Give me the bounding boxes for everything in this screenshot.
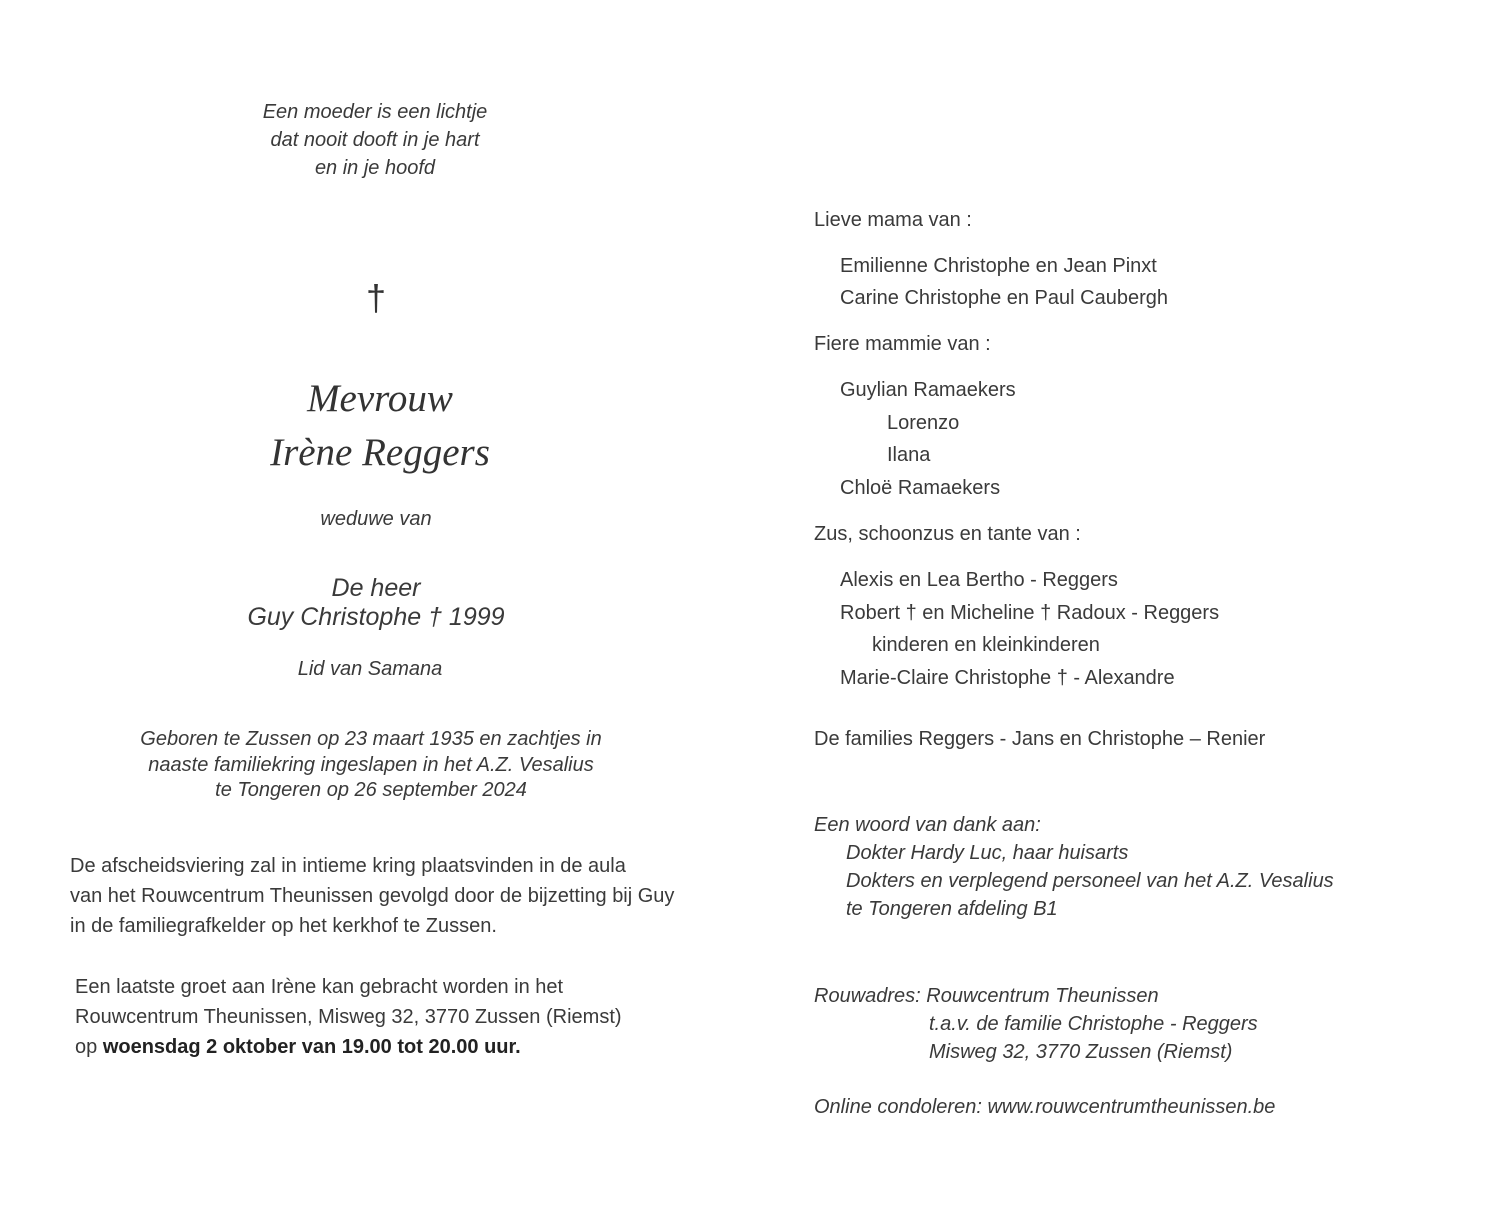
sibling-name: Alexis en Lea Bertho - Reggers [840, 569, 1118, 591]
thanks-line: Dokter Hardy Luc, haar huisarts [846, 842, 1129, 864]
sibling-descendants: kinderen en kleinkinderen [872, 634, 1100, 656]
address-label: Rouwadres: [814, 985, 927, 1007]
grandma-heading: Fiere mammie van : [814, 333, 991, 355]
visitation-line: Rouwcentrum Theunissen, Misweg 32, 3770 Zussen (Riemst) [75, 1006, 622, 1028]
address-first-line [814, 982, 1159, 1010]
visitation-prefix: op [75, 1036, 103, 1058]
visitation-line: Een laatste groet aan Irène kan gebracht worden in het [75, 976, 564, 998]
address-line: Rouwcentrum Theunissen [926, 985, 1159, 1007]
cross-icon: † [365, 277, 387, 318]
birth-death-line: te Tongeren op 26 september 2024 [215, 779, 527, 801]
visitation-datetime: woensdag 2 oktober van 19.00 tot 20.00 uur. [102, 1036, 521, 1058]
birth-death-line: Geboren te Zussen op 23 maart 1935 en zachtjes in [140, 728, 602, 750]
sister-heading: Zus, schoonzus en tante van : [814, 523, 1081, 545]
visitation-info [75, 972, 622, 1062]
grandchild-name: Chloë Ramaekers [840, 477, 1001, 499]
membership: Lid van Samana [297, 658, 443, 680]
grandchild-name: Guylian Ramaekers [840, 379, 1016, 401]
great-grandchild-name: Ilana [887, 444, 931, 466]
spouse-block [150, 574, 602, 632]
families-line: De families Reggers - Jans en Christophe – Renier [814, 728, 1266, 750]
thanks-heading: Een woord van dank aan: [814, 814, 1041, 836]
child-name: Carine Christophe en Paul Caubergh [840, 287, 1168, 309]
poem-line: Een moeder is een lichtje [262, 101, 488, 123]
thanks-line: Dokters en verplegend personeel van het A.Z. Vesalius [846, 870, 1334, 892]
deceased-name: Irène Reggers [270, 431, 490, 474]
address-line: Misweg 32, 3770 Zussen (Riemst) [929, 1041, 1233, 1063]
poem-line: en in je hoofd [314, 157, 436, 179]
ceremony-line: in de familiegrafkelder op het kerkhof te Zussen. [70, 915, 497, 937]
ceremony-line: De afscheidsviering zal in intieme kring plaatsvinden in de aula [70, 855, 626, 877]
mama-heading: Lieve mama van : [814, 209, 972, 231]
visitation-line [75, 1032, 622, 1062]
sibling-name: Robert † en Micheline † Radoux - Reggers [840, 602, 1220, 624]
spouse-name: Guy Christophe † 1999 [247, 603, 505, 631]
ceremony-info [70, 851, 674, 941]
address-line: t.a.v. de familie Christophe - Reggers [929, 1013, 1258, 1035]
poem-line: dat nooit dooft in je hart [270, 129, 480, 151]
ceremony-line: van het Rouwcentrum Theunissen gevolgd door de bijzetting bij Guy [70, 885, 675, 907]
birth-death-line: naaste familiekring ingeslapen in het A.Z. Vesalius [148, 753, 594, 776]
thanks-line: te Tongeren afdeling B1 [846, 898, 1058, 920]
poem [200, 98, 550, 182]
deceased-name-block [150, 372, 610, 480]
child-name: Emilienne Christophe en Jean Pinxt [840, 255, 1157, 277]
great-grandchild-name: Lorenzo [887, 412, 960, 434]
birth-death-info [100, 727, 642, 804]
sibling-name: Marie-Claire Christophe † - Alexandre [840, 667, 1175, 689]
honorific-title: Mevrouw [307, 377, 453, 420]
widow-of-label: weduwe van [320, 508, 432, 530]
spouse-title: De heer [331, 574, 421, 602]
online-condolence: Online condoleren: www.rouwcentrumtheunissen.be [814, 1096, 1276, 1118]
